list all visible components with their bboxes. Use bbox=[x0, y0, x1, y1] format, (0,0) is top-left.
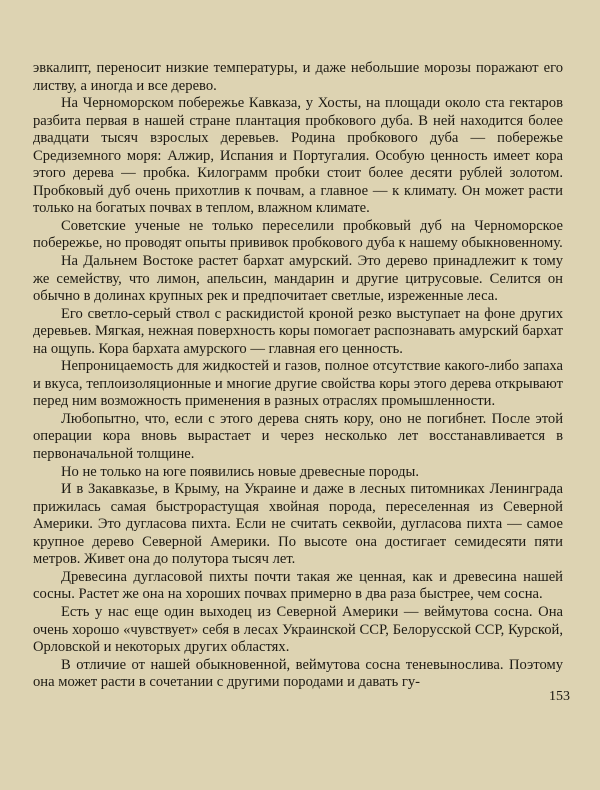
page-number: 153 bbox=[549, 689, 570, 704]
paragraph-douglas-wood: Древесина дугласовой пихты почти такая же ценная, как и древесина нашей сосны. Растет же она на хороших почвах примерно в два раза быстрее, чем сосна. bbox=[33, 568, 563, 603]
paragraph-weymouth-pine: Есть у нас еще один выходец из Северной Америки — веймутова сосна. Она очень хорошо «чувствует» себя в лесах Украинской ССР, Белорусской ССР, Курской, Орловской и некоторых других областях. bbox=[33, 603, 563, 656]
paragraph-douglas-fir: И в Закавказье, в Крыму, на Украине и даже в лесных питомниках Ленинграда прижилась самая быстрорастущая хвойная порода, переселенная из Северной Америки. Это дугласова пихта. Если не считать секвойи, дугласова пихта — самое крупное дерево Северной Америки. По высоте она достигает семидесяти пяти метров. Живет она до полутора тысяч лет. bbox=[33, 481, 563, 568]
paragraph-new-species: Но не только на юге появились новые древесные породы. bbox=[61, 463, 419, 480]
paragraph-trunk-bark: Его светло-серый ствол с раскидистой кроной резко выступает на фоне других деревьев. Мягкая, нежная поверхность коры помогает распознавать амурский бархат на ощупь. Кора бархата амурского — главная его ценность. bbox=[33, 305, 563, 357]
paragraph-cork-oak: На Черноморском побережье Кавказа, у Хосты, на площади около ста гектаров разбита первая в нашей стране плантация пробкового дуба. В ней находится более двадцати тысяч взрослых деревьев. Родина пробкового дуба — побережье Средиземного моря: Алжир, Испания и Португалия. Особую ценность имеет кора этого дерева — пробка. Килограмм пробки стоит более десяти рублей золотом. Пробковый дуб очень прихотлив к почвам, а главное — к климату. Он может расти только на богатых почвах в теплом, влажном климате. bbox=[33, 95, 563, 217]
paragraph-soviet-scientists: Советские ученые не только переселили пробковый дуб на Черноморское побережье, но проводят опыты прививок пробкового дуба к нашему обыкновенному. bbox=[33, 217, 563, 252]
paragraph-continuation: эвкалипт, переносит низкие температуры, и даже небольшие морозы поражают его листву, а иногда и все дерево. bbox=[33, 60, 563, 94]
paragraph-bark-regrowth: Любопытно, что, если с этого дерева снять кору, оно не погибнет. После этой операции кора вновь вырастает и через несколько лет восстанавливается в первоначальной толщине. bbox=[33, 410, 563, 463]
body-text bbox=[33, 60, 563, 692]
paragraph-bark-properties: Непроницаемость для жидкостей и газов, полное отсутствие какого-либо запаха и вкуса, теплоизоляционные и многие другие свойства коры этого дерева открывают перед ним возможность применения в разных отраслях промышленности. bbox=[33, 358, 563, 410]
paragraph-amur-cork-tree: На Дальнем Востоке растет бархат амурский. Это дерево принадлежит к тому же семейству, что лимон, апельсин, мандарин и другие цитрусовые. Селится он обычно в долинах крупных рек и предпочитает светлые, изреженные леса. bbox=[33, 253, 563, 305]
paragraph-shade-tolerance: В отличие от нашей обыкновенной, веймутова сосна теневынослива. Поэтому она может расти в сочетании с другими породами и давать гу- bbox=[33, 656, 563, 691]
